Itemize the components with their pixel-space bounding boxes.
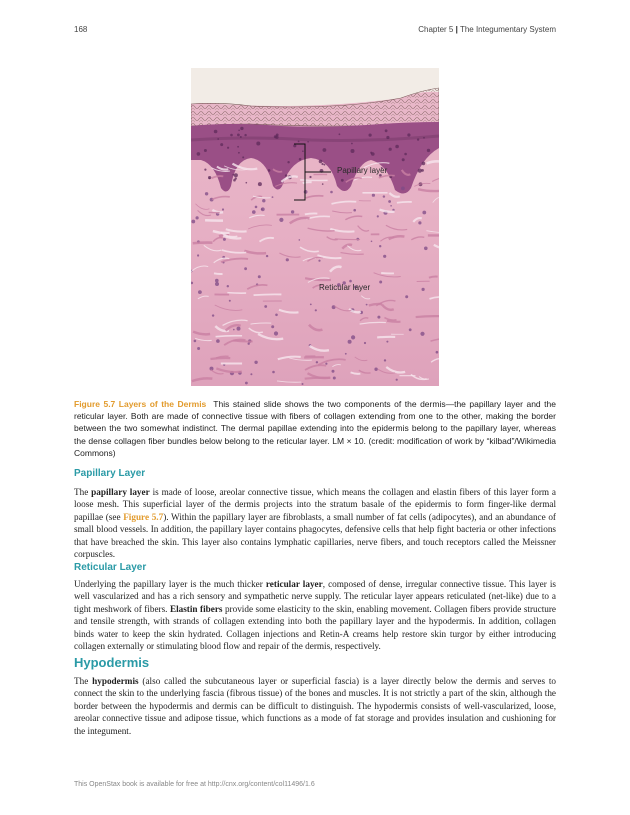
collagen-fiber [303,182,312,183]
cell-nucleus [252,210,256,214]
cell-nucleus [264,305,267,308]
cell-nucleus [369,134,372,137]
cell-nucleus [384,359,386,361]
cell-nucleus [333,377,336,380]
cell-nucleus [321,163,323,165]
cell-nucleus [307,141,309,143]
cell-nucleus [240,136,242,138]
cell-nucleus [324,164,326,166]
cell-nucleus [395,145,399,149]
cell-nucleus [214,130,218,134]
cell-nucleus [272,196,274,198]
cell-nucleus [223,238,226,241]
cell-nucleus [238,152,240,154]
cell-nucleus [388,200,391,203]
papillary-paragraph [74,486,556,560]
cell-nucleus [272,371,275,374]
cell-nucleus [409,328,412,331]
cell-nucleus [255,206,258,209]
cell-nucleus [246,182,248,184]
cell-nucleus [287,161,289,163]
cell-nucleus [407,133,410,136]
cell-nucleus [383,255,386,258]
papillary-layer-label: Papillary layer [337,166,388,175]
cell-nucleus [237,134,240,137]
cell-nucleus [196,216,199,219]
cell-nucleus [302,150,304,152]
cell-nucleus [250,373,252,375]
cell-nucleus [348,340,352,344]
cell-nucleus [377,215,379,217]
collagen-fiber [214,273,223,274]
cell-nucleus [422,211,426,215]
cell-nucleus [315,309,317,311]
cell-nucleus [396,379,398,381]
cell-nucleus [405,295,408,298]
collagen-fiber [300,180,327,181]
cell-nucleus [275,136,278,139]
cell-nucleus [266,255,268,257]
chapter-title: The Integumentary System [459,25,556,34]
cell-nucleus [404,153,407,156]
cell-nucleus [299,158,302,161]
collagen-fiber [227,293,246,294]
cell-nucleus [215,282,219,286]
caption-text: This stained slide shows the two components of the dermis—the papillary layer and the reticular layer. Both are made of connective tissue with fibers of collagen extending from one to the other, making the border between the two somewhat indistinct. The dermal papillae extending into the epidermis belong to the papillary layer, whereas the dense collagen fiber bundles below belong to the reticular layer. LM × 10. (credit: modification of work by “kilbad”/Wikimedia Commons) [74,399,556,458]
cell-nucleus [240,127,243,130]
cell-nucleus [209,178,211,180]
cell-nucleus [286,258,289,261]
cell-nucleus [422,162,426,166]
figure-number: Figure 5.7 Layers of the Dermis [74,399,207,409]
cell-nucleus [386,136,389,139]
cell-nucleus [330,191,333,194]
cell-nucleus [254,361,257,364]
cell-nucleus [232,174,234,176]
page-footer: This OpenStax book is available for free at http://cnx.org/content/col11496/1.6 [74,781,315,788]
cell-nucleus [197,254,199,256]
cell-nucleus [332,370,335,373]
cell-nucleus [256,142,260,146]
cell-nucleus [299,239,301,241]
cell-nucleus [242,156,244,158]
cell-nucleus [366,304,368,306]
cell-nucleus [417,138,419,140]
cell-nucleus [261,207,265,211]
cell-nucleus [258,275,261,278]
cell-nucleus [220,143,223,146]
text-run: is made of loose, areolar connective tissue, which means the collagen and elastin fibers of this layer form a loose mesh. This superficial layer of the dermis projects into the stratum basale of the epidermis to form finger-like dermal papillae (see [74,487,556,522]
cell-nucleus [302,383,304,385]
cell-nucleus [244,267,247,270]
hypodermis-paragraph [74,675,556,737]
cell-nucleus [262,199,265,202]
cell-nucleus [268,169,271,172]
cell-nucleus [351,149,355,153]
cell-nucleus [371,241,373,243]
cell-nucleus [222,208,224,210]
cell-nucleus [197,152,201,156]
hypodermis-heading: Hypodermis [74,655,150,670]
cell-nucleus [390,205,392,207]
cell-nucleus [402,158,405,161]
chapter-number: Chapter 5 [418,25,454,34]
cell-nucleus [238,130,240,132]
cell-nucleus [205,192,208,195]
cell-nucleus [237,327,241,331]
text-run: , composed of dense, irregular connective tissue. This layer is well vascularized and has a rich sensory and sympathetic nerve supply. The reticular layer appears reticulated (net-like) due to a tight meshwork of fibers. [74,579,557,614]
cell-nucleus [420,332,424,336]
cell-nucleus [372,194,375,197]
reticular-layer-label: Reticular layer [319,283,371,292]
cell-nucleus [212,314,214,316]
term-papillary-layer: papillary layer [91,487,150,497]
cell-nucleus [217,138,219,140]
cell-nucleus [436,351,439,354]
collagen-fiber [387,321,401,322]
collagen-fiber [193,243,213,244]
text-run: The [74,487,92,497]
term-hypodermis: hypodermis [92,676,139,686]
text-run: ). Within the papillary layer are fibroblasts, a small number of fat cells (adipocytes), and an abundance of small blood vessels. In addition, the papillary layer contains phagocytes, defensive cells that help fight bacteria or other infections that have breached the skin. This layer also contains lymphatic capillaries, nerve fibers, and touch receptors called the Meissner corpuscles. [74,511,556,560]
term-elastin-fibers: Elastin fibers [169,603,223,614]
cell-nucleus [374,368,377,371]
cell-nucleus [245,382,248,385]
cell-nucleus [349,280,352,283]
cell-nucleus [279,218,283,222]
cell-nucleus [427,149,430,152]
page-number: 168 [74,25,88,34]
cell-nucleus [204,169,206,171]
cell-nucleus [204,149,207,152]
figure-caption [74,398,556,459]
cell-nucleus [198,290,202,294]
cell-nucleus [323,148,327,152]
collagen-fiber [377,337,395,338]
cell-nucleus [422,288,425,291]
collagen-fiber [397,202,412,203]
micrograph-image [191,68,439,386]
cell-nucleus [353,209,356,212]
cell-nucleus [345,353,347,355]
collagen-fiber [305,213,318,214]
cell-nucleus [385,129,388,132]
cell-nucleus [371,152,375,156]
cell-nucleus [318,260,320,262]
dermis-micrograph [191,68,439,386]
cell-nucleus [319,160,323,164]
text-run: provide some elasticity to the skin, enabling movement. Collagen fibers provide structure and tensile strength, with strands of collagen extending into both the papillary layer and the hypodermis. In addition, collagen binds water to keep the skin hydrated. Collagen injections and Retin-A creams help restore skin turgor by either introducing collagen externally or stimulating blood flow and repair of the dermis, respectively. [74,603,556,652]
figure-link[interactable]: Figure 5.7 [123,511,164,522]
cell-nucleus [351,143,353,145]
collagen-fiber [210,358,230,359]
cell-nucleus [227,147,229,149]
cell-nucleus [233,179,236,182]
running-header: Chapter 5 | The Integumentary System [418,25,556,34]
cell-nucleus [234,173,238,177]
cell-nucleus [233,329,235,331]
cell-nucleus [309,176,311,178]
cell-nucleus [298,141,300,143]
papillary-heading: Papillary Layer [74,468,146,479]
text-run: Underlying the papillary layer is the much thicker [74,579,266,589]
cell-nucleus [304,190,308,194]
cell-nucleus [377,316,380,319]
reticular-paragraph [74,578,556,652]
cell-nucleus [401,187,405,191]
cell-nucleus [423,137,425,139]
reticular-heading: Reticular Layer [74,562,147,573]
cell-nucleus [293,144,296,147]
cell-nucleus [339,133,341,135]
cell-nucleus [341,179,344,182]
text-run: The [74,676,93,686]
cell-nucleus [237,146,239,148]
cell-nucleus [418,221,421,224]
cell-nucleus [197,347,200,350]
cell-nucleus [216,339,220,343]
cell-nucleus [386,341,388,343]
cell-nucleus [229,300,231,302]
cell-nucleus [325,363,327,365]
cell-nucleus [424,247,428,251]
cell-nucleus [271,325,274,328]
cell-nucleus [316,361,318,363]
cell-nucleus [383,195,385,197]
collagen-fiber [254,294,282,295]
cell-nucleus [389,148,392,151]
cell-nucleus [351,335,355,339]
cell-nucleus [291,210,294,213]
cell-nucleus [215,279,219,283]
text-run: (also called the subcutaneous layer or superficial fascia) is a layer directly below the dermis and serves to connect the skin to the underlying fascia (fibrous tissue) of the bones and muscles. It is not strictly a part of the skin, although the border between the hypodermis and dermis can be difficult to distinguish. The hypodermis consists of well-vascularized, loose, areolar connective tissue and adipose tissue, which functions as a mode of fat storage and provides insulation and cushioning for the integument. [74,676,556,736]
cell-nucleus [275,314,278,317]
term-reticular-layer: reticular layer [265,579,323,589]
cell-nucleus [191,220,195,224]
cell-nucleus [194,340,197,343]
collagen-fiber [416,316,439,317]
cell-nucleus [274,331,278,335]
cell-nucleus [248,343,250,345]
cell-nucleus [230,134,233,137]
cell-nucleus [379,245,381,247]
cell-nucleus [364,342,366,344]
cell-nucleus [322,183,324,185]
cell-nucleus [379,281,382,284]
cell-nucleus [227,285,229,287]
cell-nucleus [418,169,422,173]
cell-nucleus [285,174,287,176]
cell-nucleus [244,134,246,136]
cell-nucleus [310,304,312,306]
cell-nucleus [258,182,262,186]
